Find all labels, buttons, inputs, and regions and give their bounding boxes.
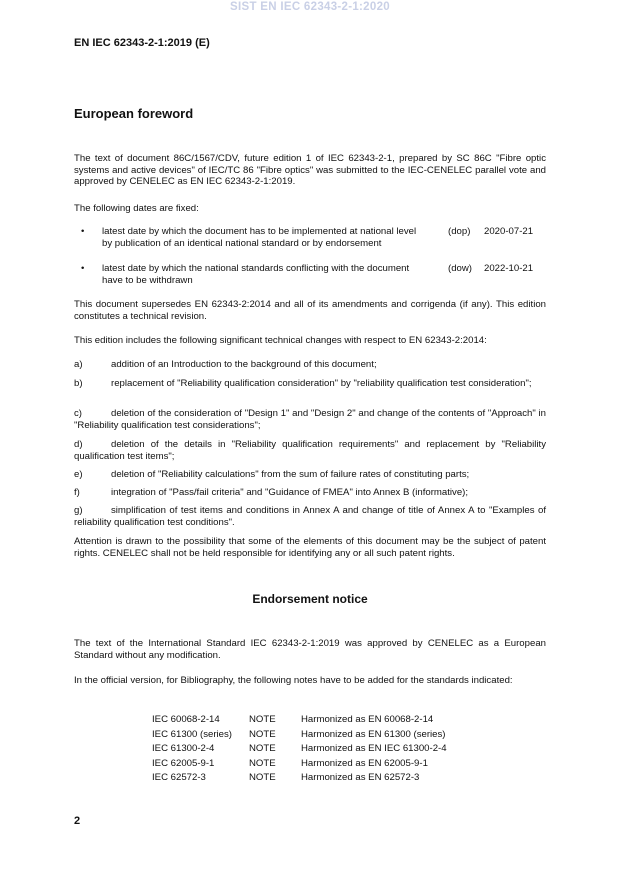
change-label: g) — [74, 505, 83, 516]
standard-cell: IEC 62572-3 — [152, 772, 206, 784]
standard-cell: IEC 61300-2-4 — [152, 743, 215, 755]
change-text: addition of an Introduction to the background of this document; — [111, 359, 377, 370]
harmonized-cell: Harmonized as EN 62572-3 — [301, 772, 420, 784]
change-item — [74, 487, 546, 499]
standard-cell: IEC 60068-2-14 — [152, 714, 220, 725]
table-row — [152, 771, 492, 786]
change-text: deletion of the consideration of "Design 1" and "Design 2" and change of the contents of "Approach" in "Reliability qualification test considerations"; — [74, 408, 546, 431]
supersedes-paragraph: This document supersedes EN 62343-2:2014 and all of its amendments and corrigenda (if any). This edition constitutes a technical revision. — [74, 299, 546, 322]
change-item — [74, 505, 546, 528]
change-item — [74, 439, 546, 462]
change-text: deletion of the details in "Reliability qualification requirements" and replacement by "Reliability qualification test items"; — [74, 439, 546, 462]
change-text: replacement of "Reliability qualification consideration" by "reliability qualification test consideration"; — [111, 378, 532, 389]
date-item-code: (dow) — [448, 263, 472, 274]
harmonized-cell: Harmonized as EN 62005-9-1 — [301, 757, 428, 769]
change-item — [74, 408, 546, 431]
change-item — [74, 469, 546, 481]
harmonized-cell: Harmonized as EN 60068-2-14 — [301, 714, 434, 725]
change-text: simplification of test items and conditions in Annex A and change of title of Annex A to "Examples of reliability qualification test conditions". — [74, 505, 546, 528]
table-row — [152, 742, 492, 757]
change-item — [74, 378, 546, 390]
standard-cell: IEC 62005-9-1 — [152, 757, 215, 769]
dates-intro: The following dates are fixed: — [74, 203, 199, 214]
table-row — [152, 728, 492, 743]
date-item-code: (dop) — [448, 226, 471, 237]
note-cell: NOTE — [249, 728, 276, 740]
bullet-marker: • — [81, 226, 85, 237]
change-text: integration of "Pass/fail criteria" and "Guidance of FMEA" into Annex B (informative); — [111, 487, 469, 498]
foreword-intro: The text of document 86C/1567/CDV, future edition 1 of IEC 62343-2-1, prepared by SC 86C "Fibre optic systems and active devices" of IEC/TC 86 "Fibre optics" was submitted to the IEC-CENELEC parallel vote and approved by CENELEC as EN IEC 62343-2-1:2019. — [74, 153, 546, 188]
date-item-date: 2020-07-21 — [484, 226, 534, 237]
change-label: f) — [74, 487, 80, 498]
changes-intro: This edition includes the following significant technical changes with respect to EN 62343-2:2014: — [74, 335, 487, 346]
change-item — [74, 359, 546, 371]
change-label: c) — [74, 408, 82, 419]
note-cell: NOTE — [249, 743, 276, 755]
bibliography-notes-table — [152, 713, 492, 786]
change-label: b) — [74, 378, 83, 389]
harmonized-cell: Harmonized as EN IEC 61300-2-4 — [301, 743, 447, 755]
standard-cell: IEC 61300 (series) — [152, 728, 232, 740]
note-cell: NOTE — [249, 714, 276, 725]
endorsement-text: The text of the International Standard IEC 62343-2-1:2019 was approved by CENELEC as a European Standard without any modification. — [74, 638, 546, 661]
patent-attention: Attention is drawn to the possibility that some of the elements of this document may be the subject of patent rights. CENELEC shall not be held responsible for identifying any or all such patent rights. — [74, 536, 546, 559]
change-label: d) — [74, 439, 83, 450]
harmonized-cell: Harmonized as EN 61300 (series) — [301, 728, 446, 740]
foreword-heading: European foreword — [74, 106, 194, 121]
endorsement-heading: Endorsement notice — [252, 592, 368, 606]
note-cell: NOTE — [249, 757, 276, 769]
document-reference: EN IEC 62343-2-1:2019 (E) — [74, 37, 210, 49]
change-text: deletion of "Reliability calculations" from the sum of failure rates of constituting parts; — [111, 469, 470, 480]
bullet-marker: • — [81, 263, 85, 274]
watermark: SIST EN IEC 62343-2-1:2020 — [230, 1, 390, 13]
change-label: e) — [74, 469, 83, 480]
date-item-text: latest date by which the national standards conflicting with the document have to be withdrawn — [102, 263, 410, 286]
table-row — [152, 713, 492, 728]
table-row — [152, 757, 492, 772]
bibliography-intro: In the official version, for Bibliography, the following notes have to be added for the standards indicated: — [74, 675, 513, 686]
note-cell: NOTE — [249, 772, 276, 784]
change-label: a) — [74, 359, 83, 370]
page-number: 2 — [74, 815, 81, 827]
date-item-date: 2022-10-21 — [484, 263, 534, 274]
date-item-text: latest date by which the document has to be implemented at national level by publication of an identical national standard or by endorsement — [102, 226, 417, 249]
